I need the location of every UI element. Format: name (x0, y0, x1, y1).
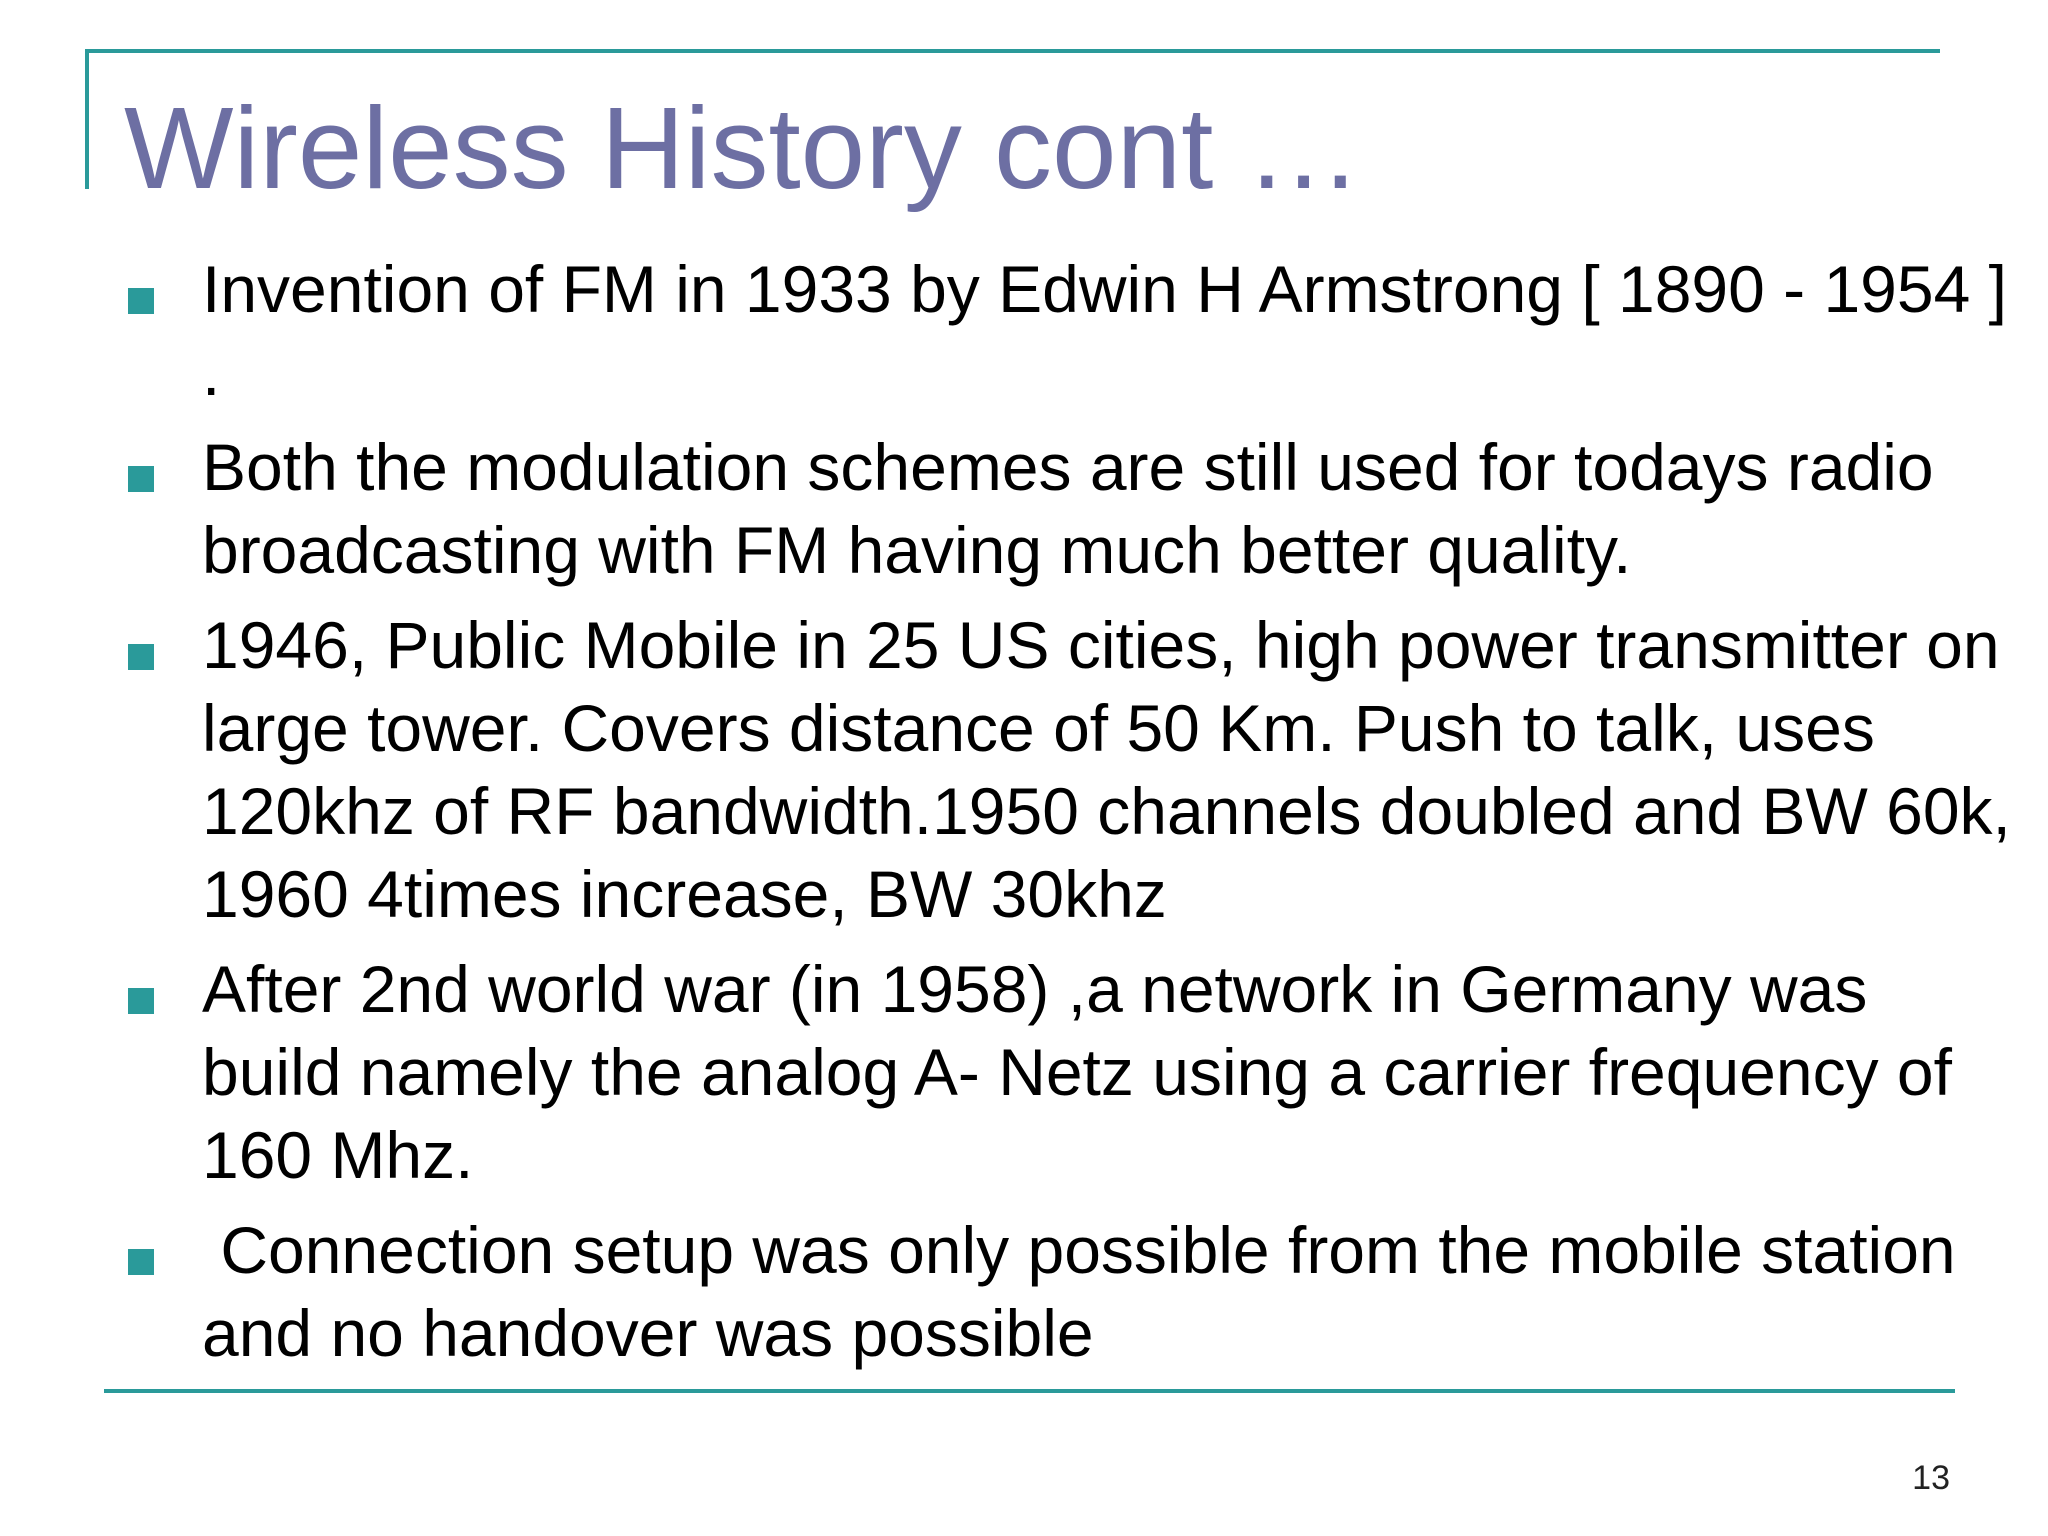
bullet-text: 1946, Public Mobile in 25 US cities, high power transmitter on large tower. Covers distance of 50 Km. Push to talk, uses 120khz of RF bandwidth.1950 channels doubled and BW 60k, 1960 4times increase, BW 30khz (202, 608, 2011, 931)
square-bullet-icon (128, 1249, 154, 1275)
bullet-item (124, 948, 2024, 1197)
page-number: 13 (1912, 1459, 1950, 1497)
top-rule-divider (85, 49, 1940, 53)
square-bullet-icon (128, 466, 154, 492)
bottom-rule-divider (104, 1389, 1955, 1393)
bullet-item (124, 248, 2024, 414)
bullet-text: Both the modulation schemes are still used for todays radio broadcasting with FM having much better quality. (202, 430, 1934, 587)
square-bullet-icon (128, 288, 154, 314)
bullet-list (124, 248, 2024, 1387)
left-rule-divider (85, 49, 89, 189)
bullet-text: After 2nd world war (in 1958) ,a network in Germany was build namely the analog A- Netz using a carrier frequency of 160 Mhz. (202, 952, 1952, 1192)
slide-title: Wireless History cont … (124, 83, 1362, 213)
bullet-item (124, 604, 2024, 936)
bullet-item (124, 1209, 2024, 1375)
square-bullet-icon (128, 988, 154, 1014)
bullet-text: Invention of FM in 1933 by Edwin H Armstrong [ 1890 - 1954 ] . (202, 252, 2007, 409)
square-bullet-icon (128, 644, 154, 670)
bullet-text: Connection setup was only possible from the mobile station and no handover was possible (202, 1213, 1974, 1370)
bullet-item (124, 426, 2024, 592)
